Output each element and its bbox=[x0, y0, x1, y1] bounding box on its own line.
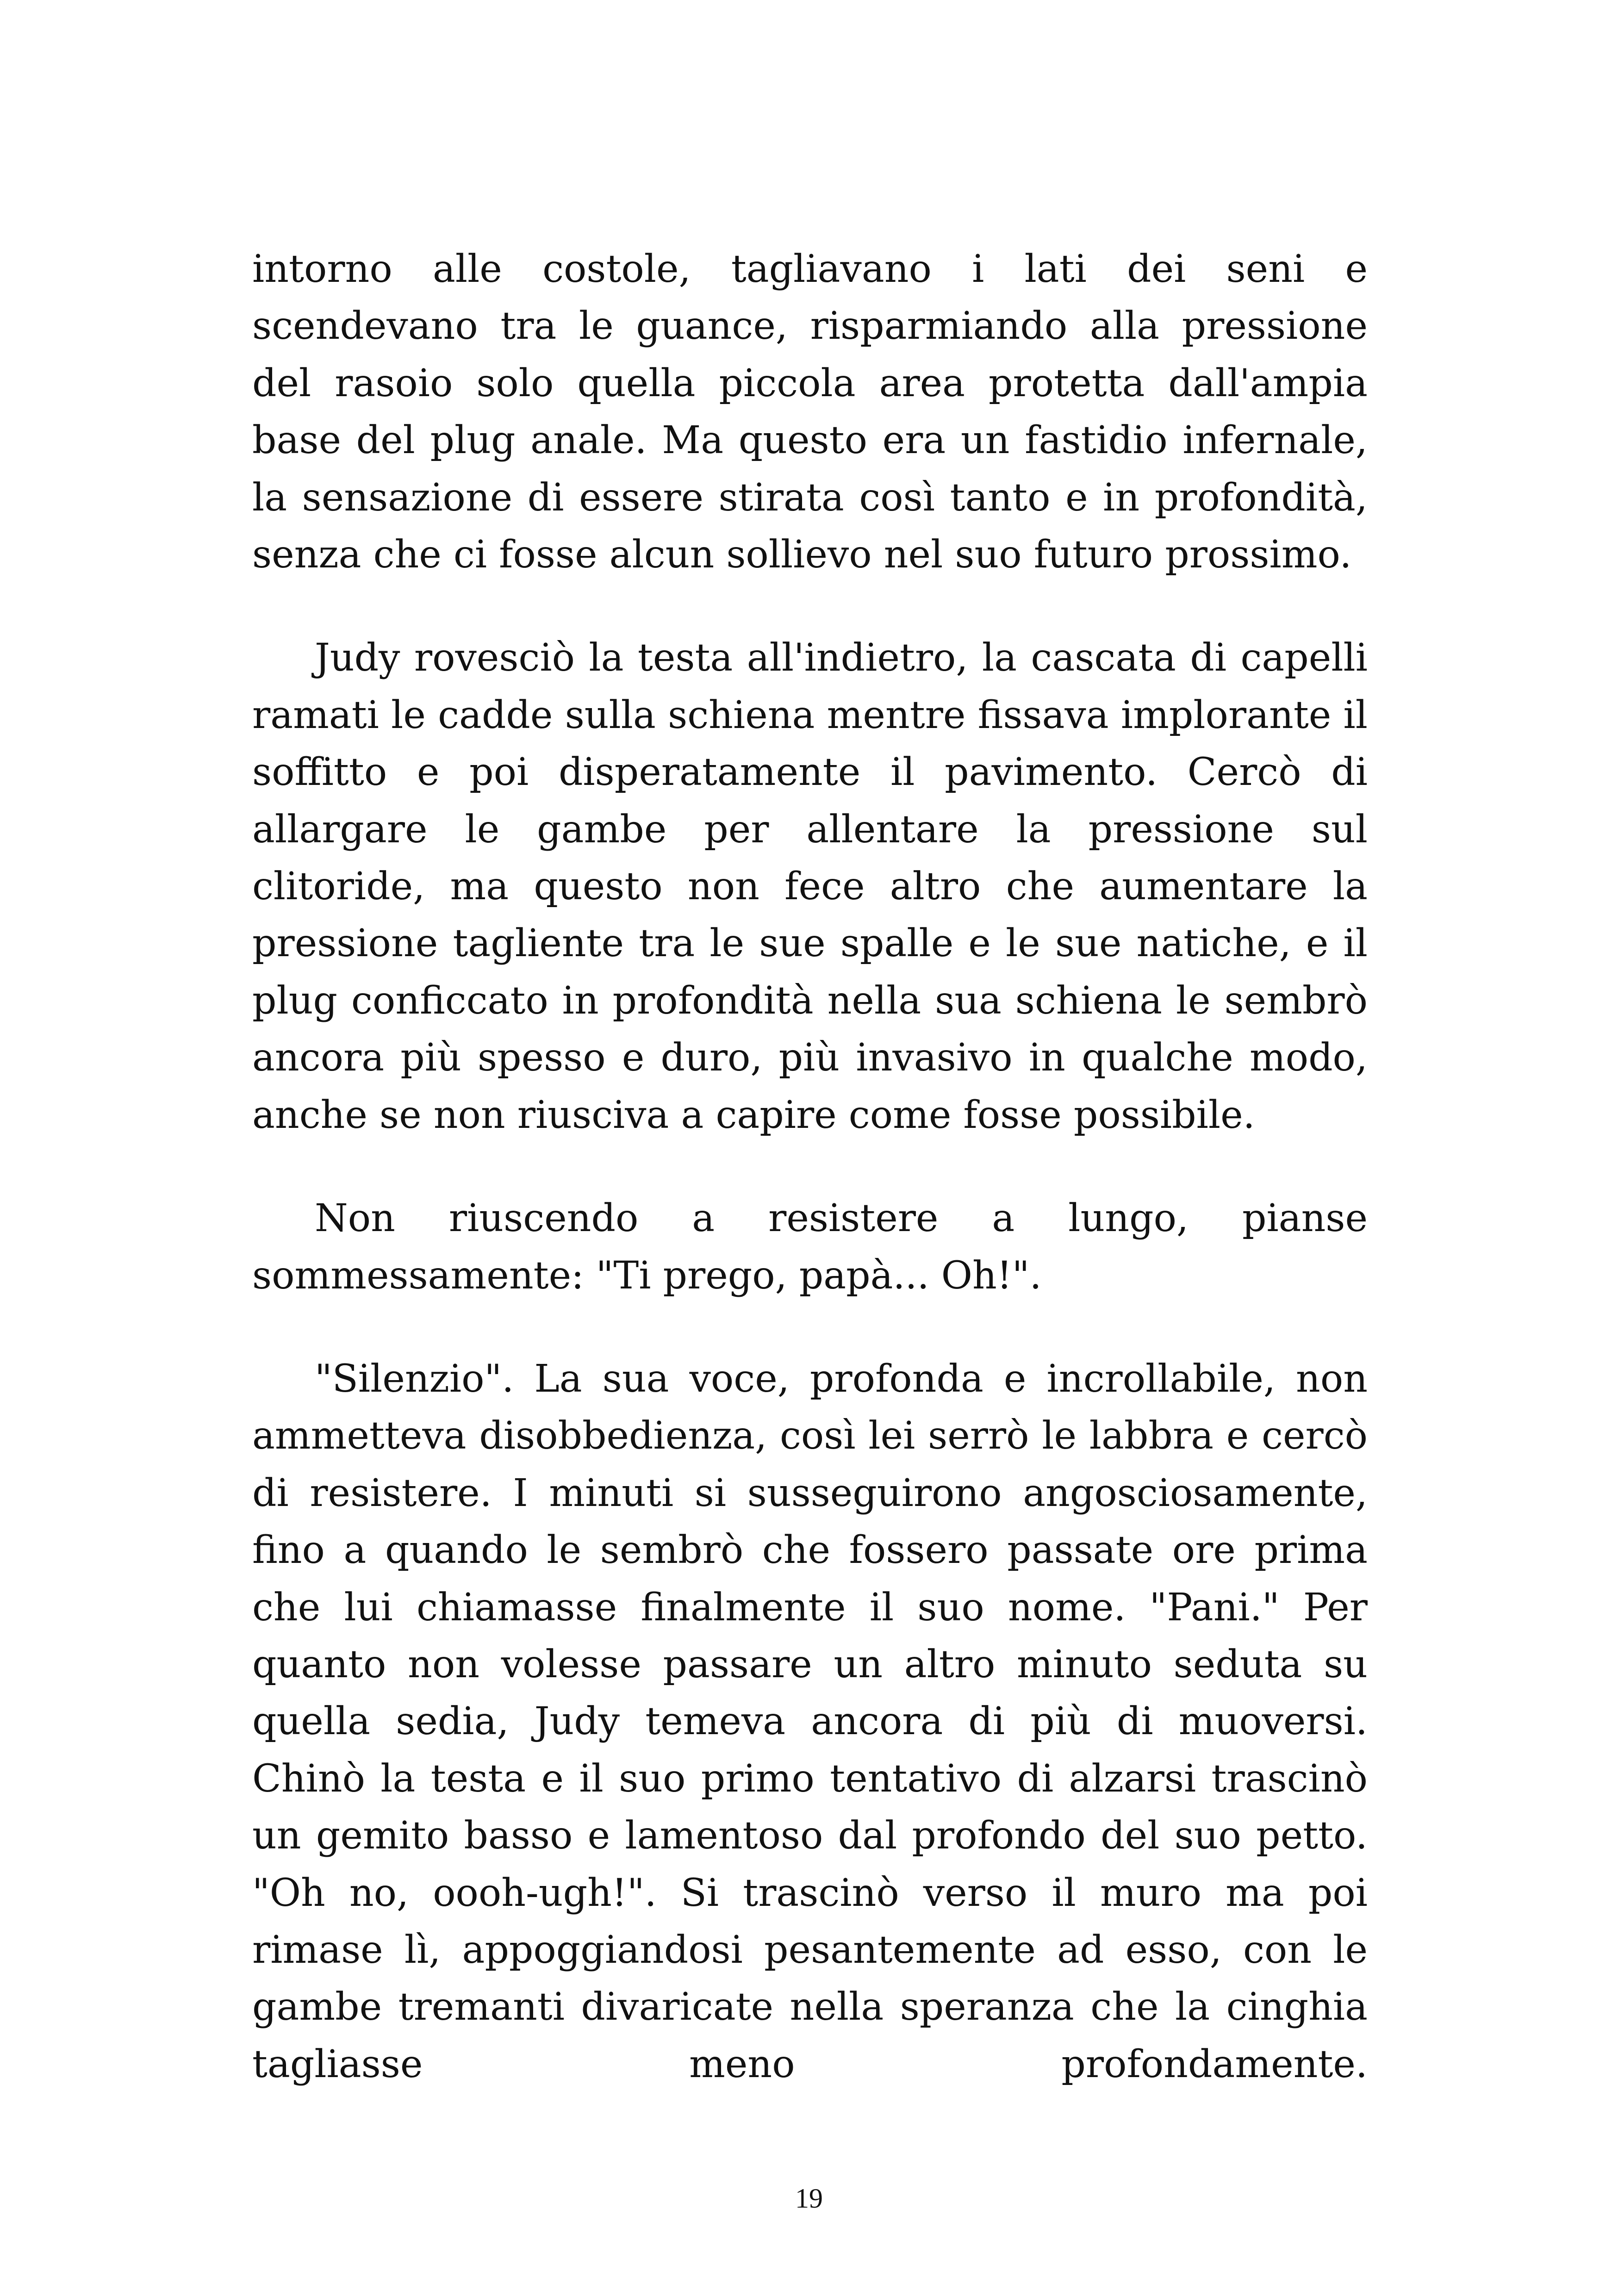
paragraph-3: Non riuscendo a resistere a lungo, pianse sommessamente: "Ti prego, papà... Oh!". bbox=[252, 1196, 1368, 1298]
page-number: 19 bbox=[795, 2183, 823, 2214]
paragraph-4: "Silenzio". La sua voce, profonda e incrollabile, non ammetteva disobbedienza, così lei serrò le labbra e cercò di resistere. I minuti si susseguirono angosciosamente, fino a quando le sembrò che fossero passate ore prima che lui chiamasse finalmente il suo nome. "Pani." Per quanto non volesse passare un altro minuto seduta su quella sedia, Judy temeva ancora di più di muoversi. Chinò la testa e il suo primo tentativo di alzarsi trascinò un gemito basso e lamentoso dal profondo del suo petto. "Oh no, oooh-ugh!". Si trascinò verso il muro ma poi rimase lì, appoggiandosi pesantemente ad esso, con le gambe tremanti divaricate nella speranza che la cinghia tagliasse meno profondamente. bbox=[252, 1356, 1368, 2086]
body-text bbox=[252, 241, 1368, 2093]
paragraph-1: intorno alle costole, tagliavano i lati dei seni e scendevano tra le guance, risparmiando alla pressione del rasoio solo quella piccola area protetta dall'ampia base del plug anale. Ma questo era un fastidio infernale, la sensazione di essere stirata così tanto e in profondità, senza che ci fosse alcun sollievo nel suo futuro prossimo. bbox=[252, 247, 1368, 577]
paragraph-2: Judy rovesciò la testa all'indietro, la cascata di capelli ramati le cadde sulla schiena mentre fissava implorante il soffitto e poi disperatamente il pavimento. Cercò di allargare le gambe per allentare la pressione sul clitoride, ma questo non fece altro che aumentare la pressione tagliente tra le sue spalle e le sue natiche, e il plug conficcato in profondità nella sua schiena le sembrò ancora più spesso e duro, più invasivo in qualche modo, anche se non riusciva a capire come fosse possibile. bbox=[252, 636, 1368, 1137]
